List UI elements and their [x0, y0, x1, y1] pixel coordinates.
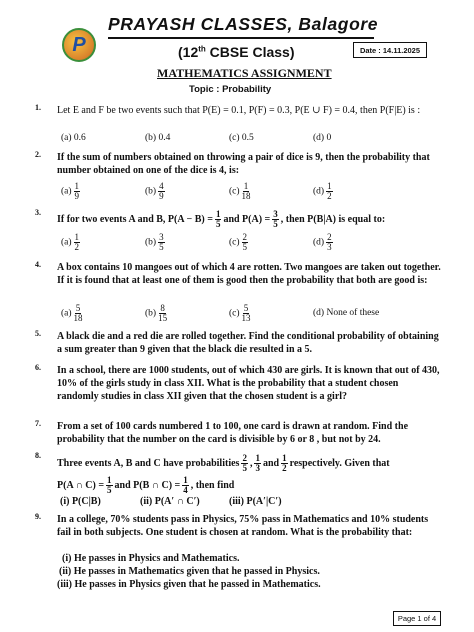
assignment-title: MATHEMATICS ASSIGNMENT: [157, 66, 332, 80]
option: (d) $\frac{1}{2}$: [313, 181, 332, 201]
option: (b) $\frac{8}{15}$: [145, 303, 168, 323]
question-number: 1.: [35, 103, 41, 112]
question-number: 4.: [35, 260, 41, 269]
option: (b) $\frac{3}{5}$: [145, 232, 164, 252]
logo: [62, 28, 96, 62]
question-text: Let E and F be two events such that P(E) = 0.1, P(F) = 0.3, P(E ∪ F) = 0.4, then P(F|E) is :: [57, 105, 421, 116]
option: (c) $\frac{2}{5}$: [229, 232, 248, 252]
page-indicator: Page 1 of 4: [393, 611, 441, 626]
question-number: 7.: [35, 419, 41, 428]
sub-part: (i) He passes in Physics and Mathematics.: [62, 553, 240, 564]
question-number: 5.: [35, 329, 41, 338]
option: (a) $\frac{1}{9}$: [61, 181, 80, 201]
question-text: A black die and a red die are rolled together. Find the conditional probability of obtaining a sum greater than 9 given that the black die resulted in a 5.: [57, 331, 439, 355]
question-text: If the sum of numbers obtained on throwing a pair of dice is 9, then the probability that number obtained on one of the dice is 4, is:: [57, 152, 430, 176]
option: (c) 0.5: [229, 133, 254, 143]
brand-underline: [108, 37, 374, 39]
date-box: Date : 14.11.2025: [353, 42, 427, 58]
option: (d) None of these: [313, 308, 380, 318]
class-title: (12th CBSE Class): [178, 44, 295, 60]
question-text: A box contains 10 mangoes out of which 4 are rotten. Two mangoes are taken out together. If it is found that at least one of them is good then the probability that both are good is:: [57, 262, 441, 286]
logo-letter: P: [72, 33, 86, 56]
option: (d) $\frac{2}{3}$: [313, 232, 332, 252]
option: (c) $\frac{1}{18}$: [229, 181, 251, 201]
option: (d) 0: [313, 133, 332, 143]
topic-label: Topic : Probability: [189, 84, 272, 95]
question-number: 2.: [35, 150, 41, 159]
option: (a) $\frac{5}{18}$: [61, 303, 83, 323]
sub-part: (iii) He passes in Physics given that he passed in Mathematics.: [57, 579, 321, 590]
question-text: If for two events A and B, P(A − B) = $\frac{1}{5}$ and P(A) = $\frac{3}{5}$ , then P(B|A) is equal to:: [57, 209, 386, 229]
sub-part: (ii) He passes in Mathematics given that he passed in Physics.: [59, 566, 320, 577]
option: (a) 0.6: [61, 133, 86, 143]
option: (c) $\frac{5}{13}$: [229, 303, 251, 323]
option: (b) $\frac{4}{9}$: [145, 181, 164, 201]
question-text: In a college, 70% students pass in Physics, 75% pass in Mathematics and 10% students fail in both subjects. One student is chosen at random. What is the probability that:: [57, 514, 429, 538]
sub-part: (ii) P(A′ ∩ C′): [140, 496, 200, 507]
question-text: P(A ∩ C) = $\frac{1}{5}$ and P(B ∩ C) = $\frac{1}{4}$ , then find: [57, 475, 235, 495]
question-number: 8.: [35, 451, 41, 460]
sub-part: (iii) P(A′|C′): [229, 496, 282, 507]
question-text: Three events A, B and C have probabilities $\frac{2}{5}$ , $\frac{1}{3}$ and $\frac{1}{2}$ respectively. Given that: [57, 453, 390, 473]
sub-part: (i) P(C|B): [60, 496, 101, 507]
question-text: In a school, there are 1000 students, out of which 430 are girls. It is known that out of 430, 10% of the girls study in class XII. What is the probability that a student chosen randomly studies in class XII given that the chosen student is a girl?: [57, 365, 440, 402]
question-text: From a set of 100 cards numbered 1 to 100, one card is drawn at random. Find the probability that the number on the card is divisible by 6 or 8 , but not by 24.: [57, 421, 409, 445]
option: (b) 0.4: [145, 133, 171, 143]
question-number: 6.: [35, 363, 41, 372]
question-number: 9.: [35, 512, 41, 521]
brand-title: PRAYASH CLASSES, Balagore: [108, 14, 379, 34]
option: (a) $\frac{1}{2}$: [61, 232, 80, 252]
question-number: 3.: [35, 208, 41, 217]
